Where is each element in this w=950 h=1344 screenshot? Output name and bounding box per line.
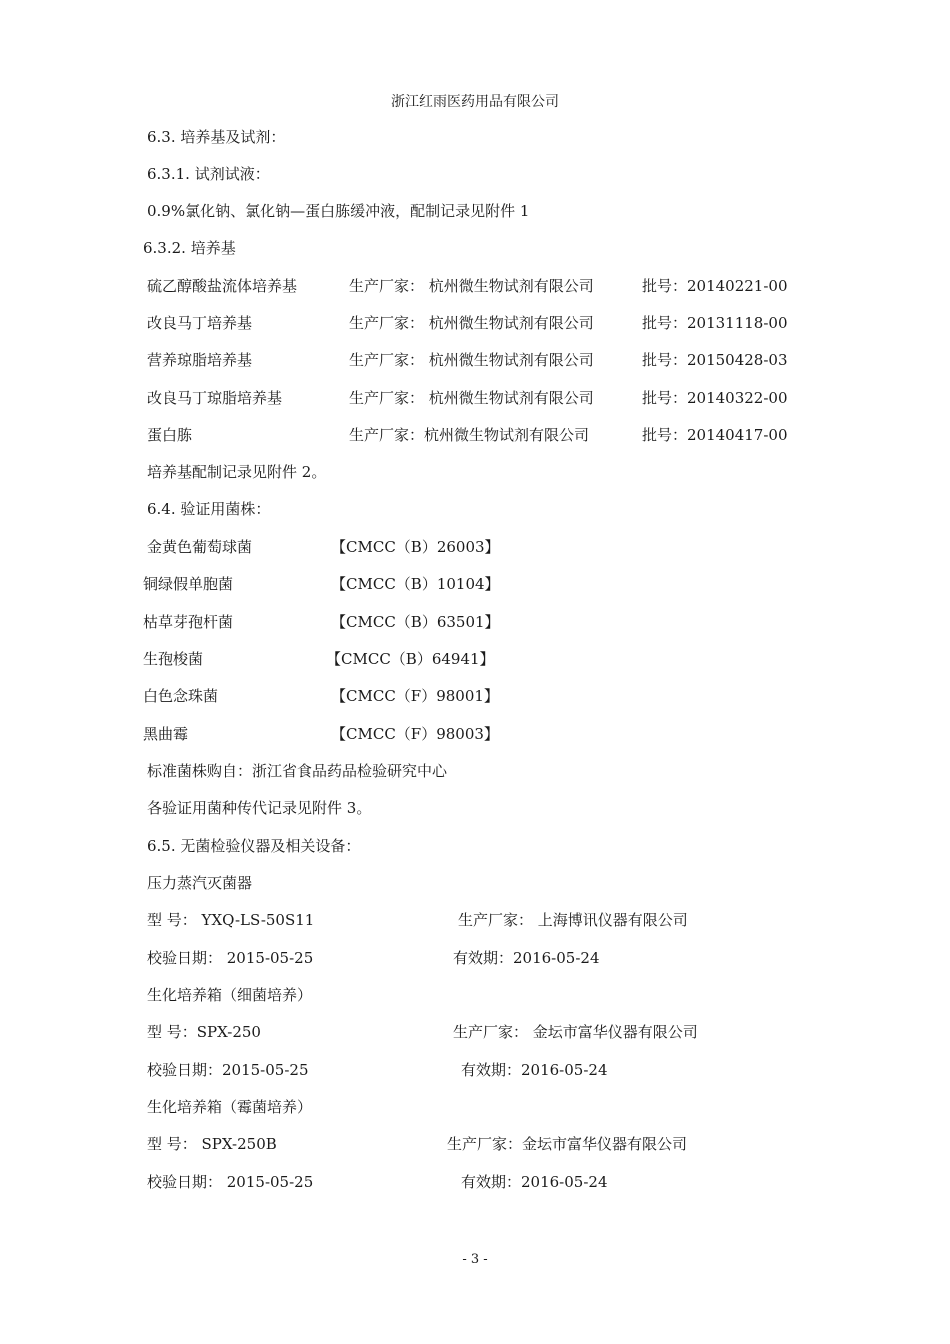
media-lot: 批号：20131118-00 — [642, 314, 788, 332]
equipment-calibration-date: 校验日期：2015-05-25 — [147, 1061, 309, 1079]
strain-note: 各验证用菌种传代记录见附件 3。 — [147, 799, 372, 817]
equipment-maker: 生产厂家： 上海博讯仪器有限公司 — [458, 911, 688, 929]
section-6-3-2-title: 6.3.2. 培养基 — [143, 239, 236, 257]
strain-name: 枯草芽孢杆菌 — [143, 613, 234, 631]
equipment-name: 生化培养箱（细菌培养） — [147, 986, 313, 1004]
equipment-valid-until: 有效期：2016-05-24 — [461, 1173, 608, 1191]
strain-code: 【CMCC（B）64941】 — [326, 650, 495, 668]
media-name: 硫乙醇酸盐流体培养基 — [147, 277, 298, 295]
media-lot: 批号：20150428-03 — [642, 351, 788, 369]
strain-code: 【CMCC（B）63501】 — [331, 613, 500, 631]
media-lot: 批号：20140221-00 — [642, 277, 788, 295]
strain-code: 【CMCC（B）10104】 — [331, 575, 500, 593]
page-number: - 3 - — [462, 1252, 488, 1267]
equipment-name: 压力蒸汽灭菌器 — [147, 874, 253, 892]
equipment-model: 型 号： SPX-250B — [147, 1135, 277, 1153]
strain-name: 金黄色葡萄球菌 — [147, 538, 253, 556]
strain-name: 生孢梭菌 — [143, 650, 204, 668]
strain-code: 【CMCC（F）98001】 — [331, 687, 499, 705]
media-name: 蛋白胨 — [147, 426, 193, 444]
equipment-maker: 生产厂家：金坛市富华仪器有限公司 — [447, 1135, 688, 1153]
media-maker: 生产厂家： 杭州微生物试剂有限公司 — [349, 351, 594, 369]
strain-name: 铜绿假单胞菌 — [143, 575, 234, 593]
strain-code: 【CMCC（F）98003】 — [331, 725, 499, 743]
equipment-model: 型 号： YXQ-LS-50S11 — [147, 911, 315, 929]
strain-code: 【CMCC（B）26003】 — [331, 538, 500, 556]
strain-source: 标准菌株购自：浙江省食品药品检验研究中心 — [147, 762, 448, 780]
media-maker: 生产厂家：杭州微生物试剂有限公司 — [349, 426, 590, 444]
strain-name: 白色念珠菌 — [143, 687, 219, 705]
media-maker: 生产厂家： 杭州微生物试剂有限公司 — [349, 314, 594, 332]
section-6-3-1-body: 0.9%氯化钠、氯化钠—蛋白胨缓冲液，配制记录见附件 1 — [147, 202, 530, 220]
equipment-maker: 生产厂家： 金坛市富华仪器有限公司 — [453, 1023, 698, 1041]
media-name: 营养琼脂培养基 — [147, 351, 253, 369]
section-6-3-title: 6.3. 培养基及试剂： — [147, 128, 286, 146]
media-lot: 批号：20140322-00 — [642, 389, 788, 407]
media-maker: 生产厂家： 杭州微生物试剂有限公司 — [349, 389, 594, 407]
section-6-5-title: 6.5. 无菌检验仪器及相关设备： — [147, 837, 361, 855]
equipment-calibration-date: 校验日期： 2015-05-25 — [147, 1173, 314, 1191]
page-header: 浙江红雨医药用品有限公司 — [391, 94, 559, 110]
media-maker: 生产厂家： 杭州微生物试剂有限公司 — [349, 277, 594, 295]
equipment-model: 型 号：SPX-250 — [147, 1023, 261, 1041]
strain-name: 黑曲霉 — [143, 725, 189, 743]
section-6-4-title: 6.4. 验证用菌株： — [147, 500, 271, 518]
media-name: 改良马丁培养基 — [147, 314, 253, 332]
media-name: 改良马丁琼脂培养基 — [147, 389, 283, 407]
media-lot: 批号：20140417-00 — [642, 426, 788, 444]
section-6-3-2-note: 培养基配制记录见附件 2。 — [147, 463, 327, 481]
section-6-3-1-title: 6.3.1. 试剂试液： — [147, 165, 270, 183]
equipment-valid-until: 有效期：2016-05-24 — [461, 1061, 608, 1079]
equipment-name: 生化培养箱（霉菌培养） — [147, 1098, 313, 1116]
equipment-calibration-date: 校验日期： 2015-05-25 — [147, 949, 314, 967]
equipment-valid-until: 有效期：2016-05-24 — [453, 949, 600, 967]
